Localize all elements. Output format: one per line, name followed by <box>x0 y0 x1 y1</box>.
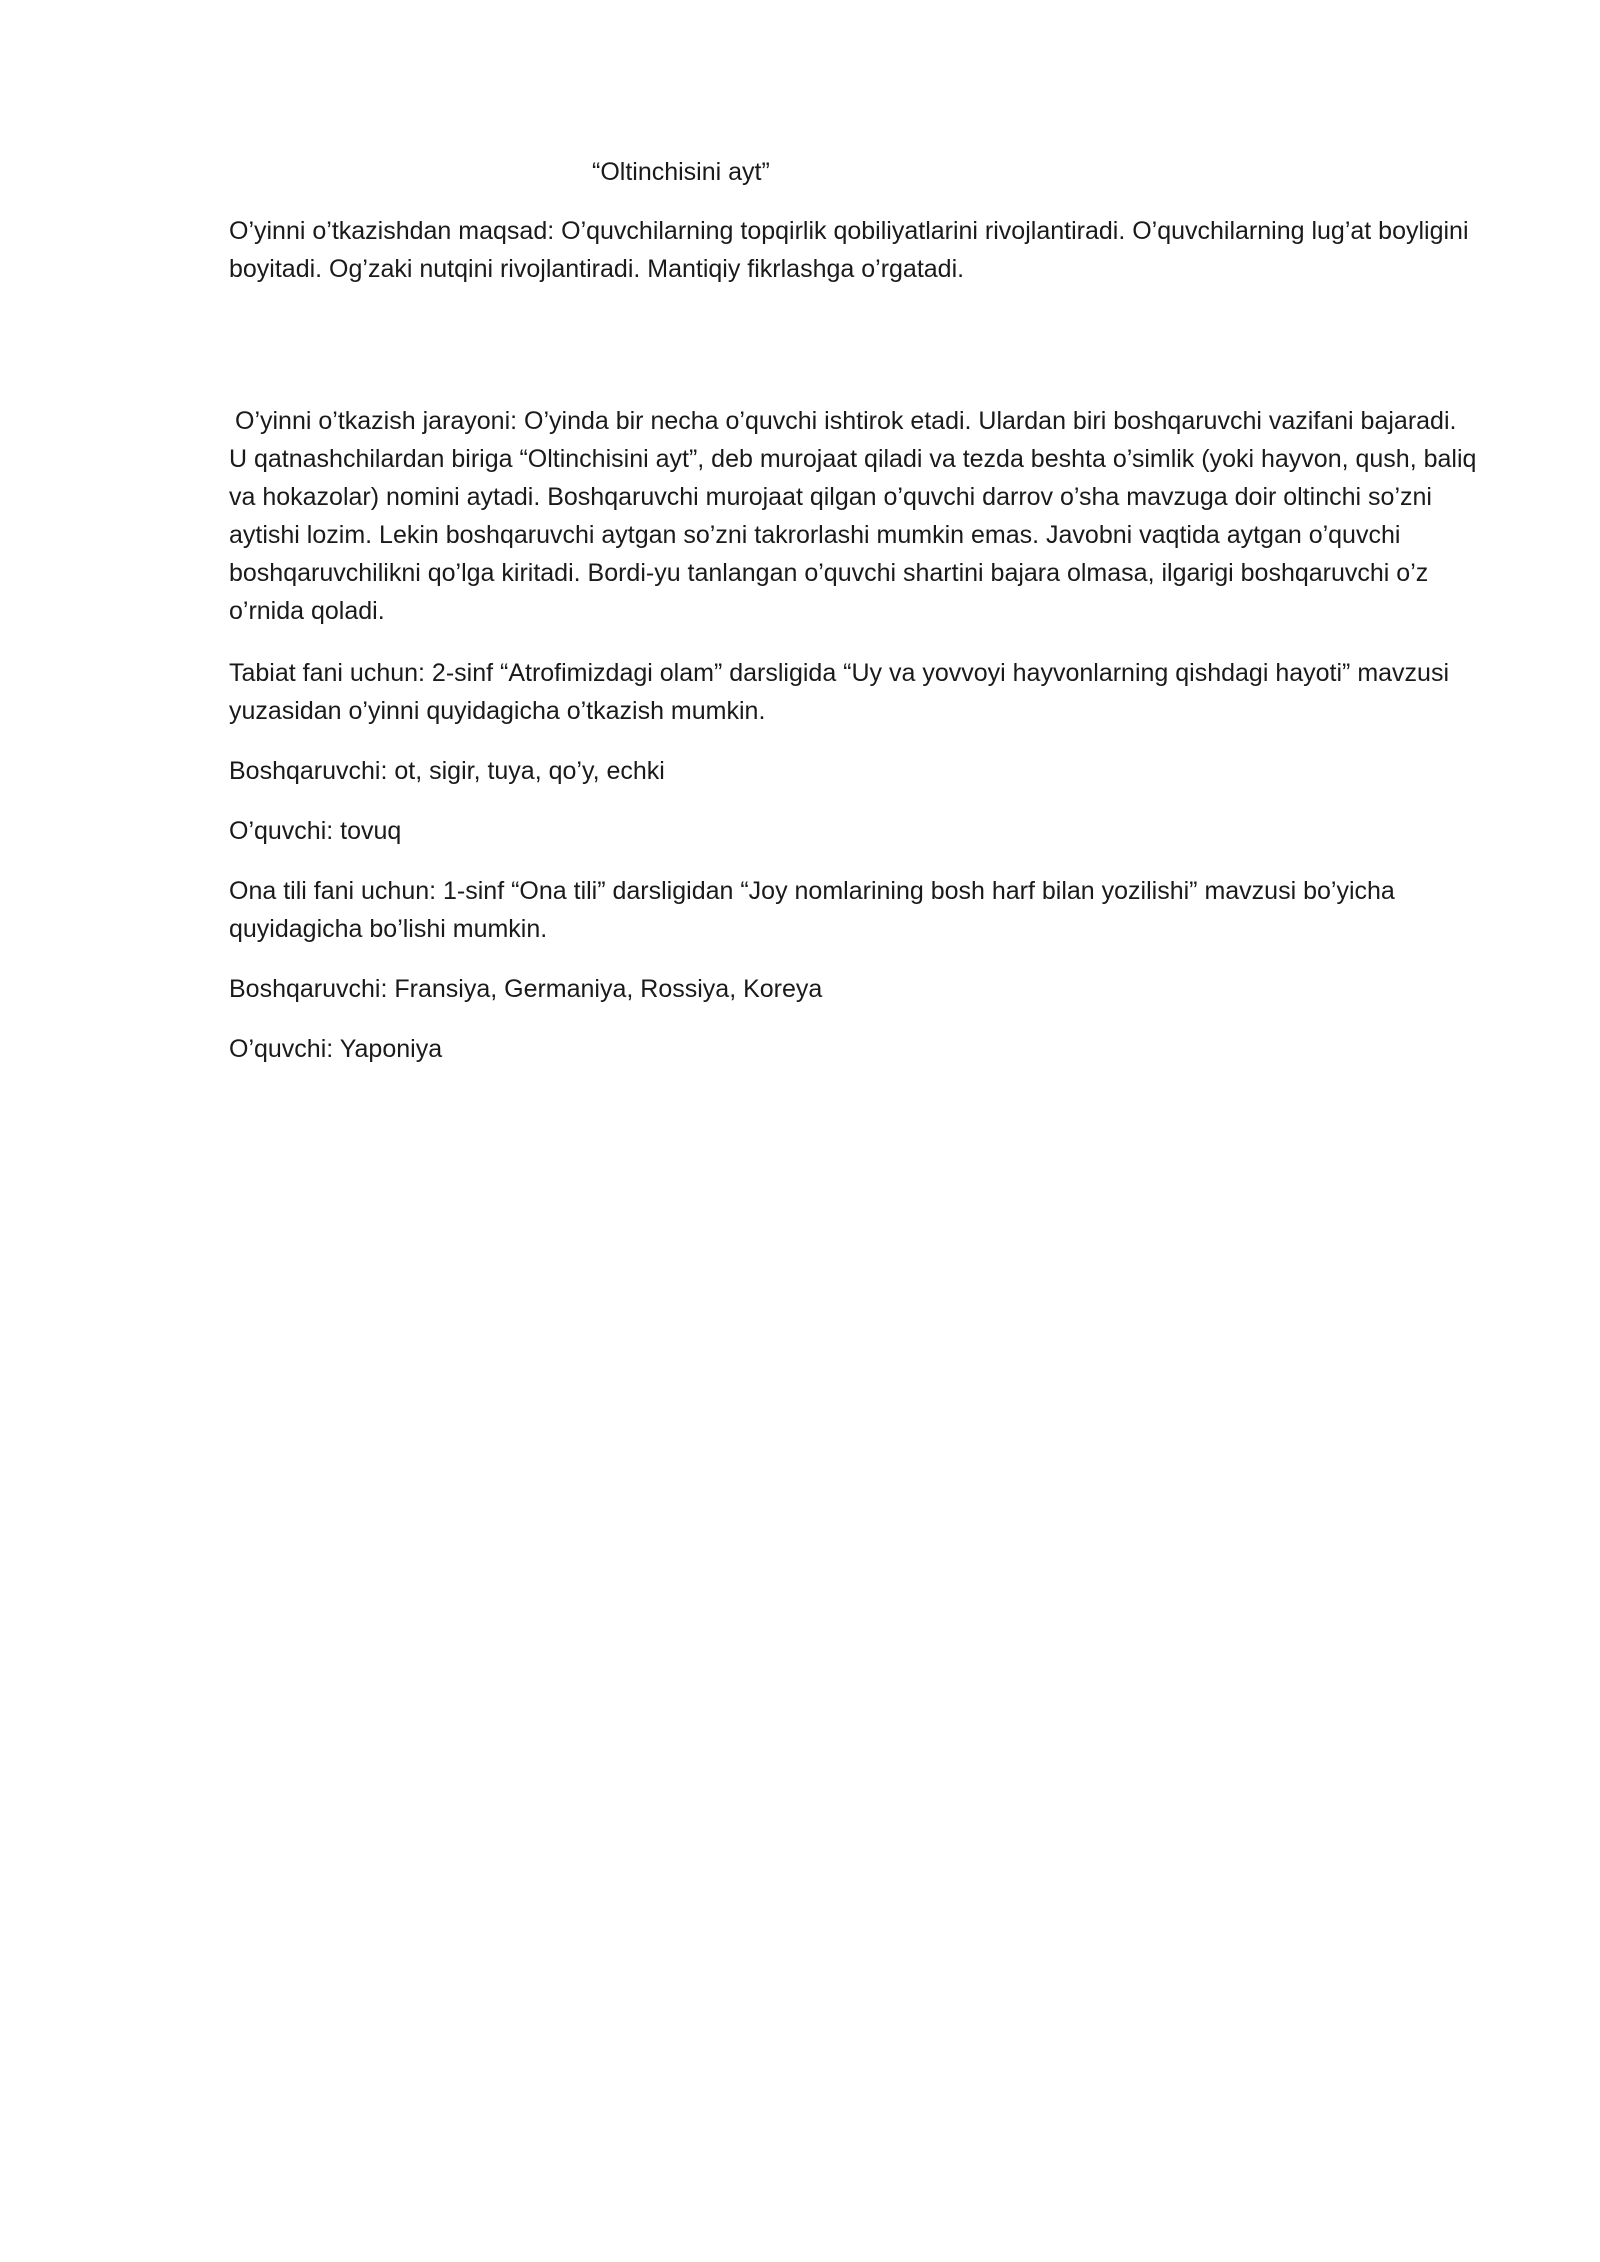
paragraph-nature-example: Tabiat fani uchun: 2-sinf “Atrofimizdagi olam” darsligida “Uy va yovvoyi hayvonlarning qishdagi hayoti” mavzusi yuzasidan o’yinni quyidagicha o’tkazish mumkin. <box>229 659 1450 725</box>
document-title: “Oltinchisini ayt” <box>592 158 770 186</box>
paragraph-nature-student: O’quvchi: tovuq <box>229 817 402 845</box>
paragraph-goal: O’yinni o’tkazishdan maqsad: O’quvchilarning topqirlik qobiliyatlarini rivojlantiradi. O’quvchilarning lug’at boyligini boyitadi. Og’zaki nutqini rivojlantiradi. Mantiqiy fikrlashga o’rgatadi. <box>229 217 1469 283</box>
paragraph-nature-leader: Boshqaruvchi: ot, sigir, tuya, qo’y, echki <box>229 757 665 785</box>
paragraph-language-student: O’quvchi: Yaponiya <box>229 1035 443 1063</box>
paragraph-language-leader: Boshqaruvchi: Fransiya, Germaniya, Rossiya, Koreya <box>229 975 823 1003</box>
paragraph-language-example: Ona tili fani uchun: 1-sinf “Ona tili” darsligidan “Joy nomlarining bosh harf bilan yozilishi” mavzusi bo’yicha quyidagicha bo’lishi mumkin. <box>229 877 1395 943</box>
paragraph-process: O’yinni o’tkazish jarayoni: O’yinda bir necha o’quvchi ishtirok etadi. Ulardan biri boshqaruvchi vazifani bajaradi. U qatnashchilardan biriga “Oltinchisini ayt”, deb murojaat qiladi va tezda beshta o’simlik (yoki hayvon, qush, baliq va hokazolar) nomini aytadi. Boshqaruvchi murojaat qilgan o’quvchi darrov o’sha mavzuga doir oltinchi so’zni aytishi lozim. Lekin boshqaruvchi aytgan so’zni takrorlashi mumkin emas. Javobni vaqtida aytgan o’quvchi boshqaruvchilikni qo’lga kiritadi. Bordi-yu tanlangan o’quvchi shartini bajara olmasa, ilgarigi boshqaruvchi o’z o’rnida qoladi. <box>229 407 1477 625</box>
